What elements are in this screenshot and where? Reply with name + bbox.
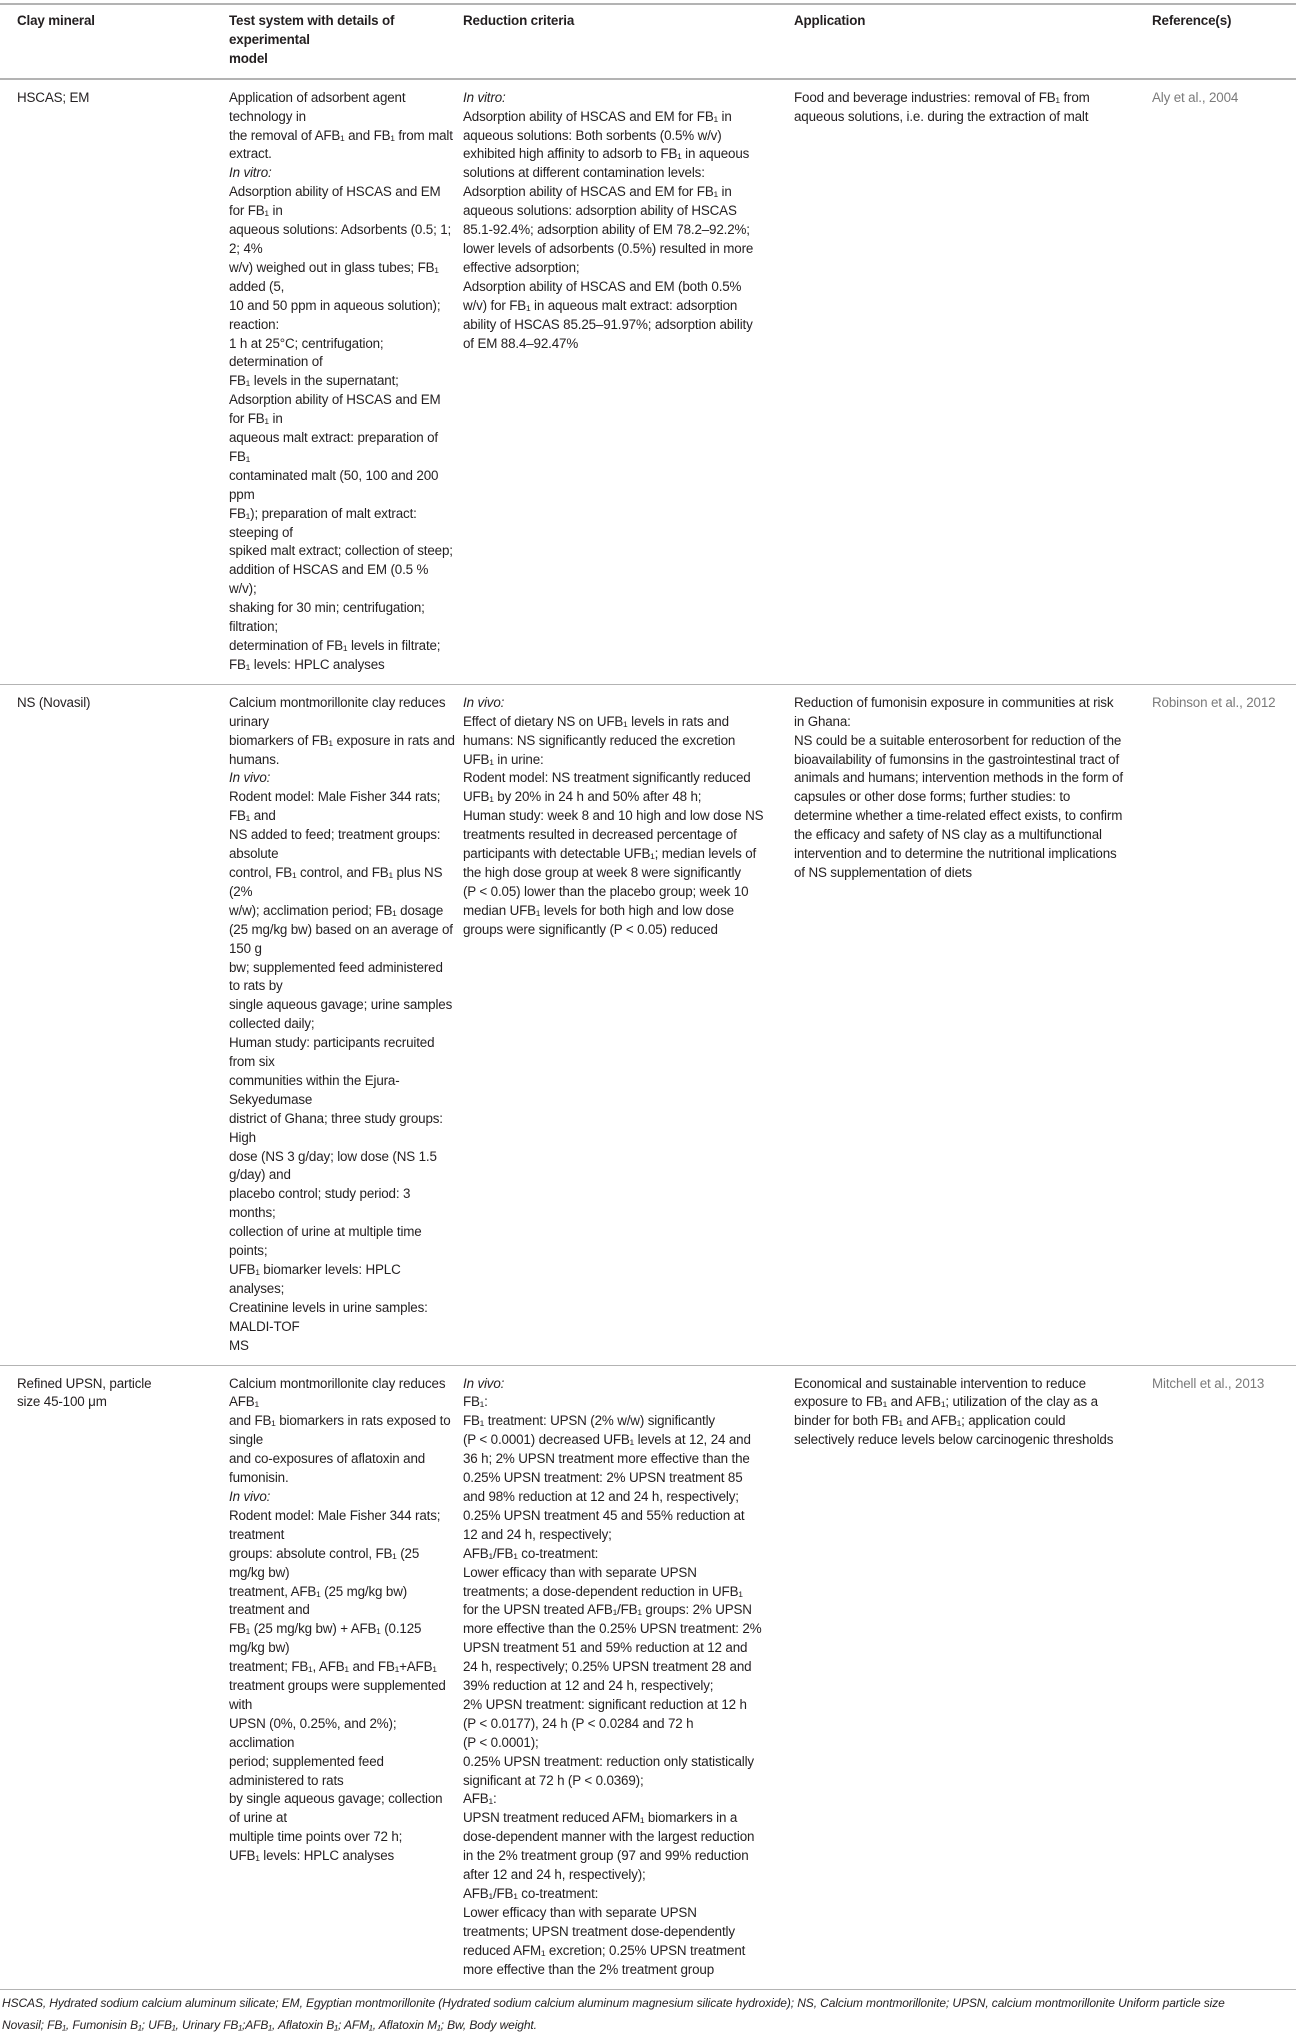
footnote-line: Novasil; FB₁, Fumonisin B₁; UFB₁, Urinary FB₁;AFB₁, Aflatoxin B₁; AFM₁, Aflatoxin M₁; Bw, Body weight.: [2, 2017, 537, 2032]
cell-text-line: Application of adsorbent agent technology in: [229, 89, 406, 124]
cell-text-line: 0.25% UPSN treatment: reduction only statistically: [463, 1753, 754, 1769]
cell-text-line: FB₁ (25 mg/kg bw) + AFB₁ (0.125 mg/kg bw): [229, 1621, 422, 1656]
cell-text-line: Adsorption ability of HSCAS and EM for FB₁ in: [229, 184, 441, 219]
cell-clay-mineral: [0, 1365, 229, 1989]
cell-text-line: effective adsorption;: [463, 259, 580, 275]
cell-text-line: 85.1-92.4%; adsorption ability of EM 78.2–92.2%;: [463, 222, 750, 238]
cell-text-line: NS could be a suitable enterosorbent for reduction of the: [794, 732, 1122, 748]
cell-text-line: 2% UPSN treatment: significant reduction at 12 h: [463, 1696, 747, 1712]
cell-text-line: district of Ghana; three study groups: High: [229, 1110, 443, 1145]
cell-text-line: UPSN (0%, 0.25%, and 2%); acclimation: [229, 1715, 397, 1750]
cell-text-line: collection of urine at multiple time points;: [229, 1224, 422, 1259]
cell-text-line: median UFB₁ levels for both high and low dose: [463, 902, 734, 918]
cell-text-line: MS: [229, 1337, 249, 1353]
cell-text-line: period; supplemented feed administered to rats: [229, 1753, 384, 1788]
cell-text-line: single aqueous gavage; urine samples: [229, 997, 453, 1013]
cell-clay-mineral: [0, 684, 229, 1365]
cell-text-line: control, FB₁ control, and FB₁ plus NS (2%: [229, 864, 443, 899]
cell-text-line: (25 mg/kg bw) based on an average of 150 g: [229, 921, 453, 956]
cell-text-line: addition of HSCAS and EM (0.5 % w/v);: [229, 562, 429, 597]
cell-text-line: ability of HSCAS 85.25–91.97%; adsorption ability: [463, 316, 753, 332]
cell-text-line: groups: absolute control, FB₁ (25 mg/kg bw): [229, 1545, 420, 1580]
cell-text-line: multiple time points over 72 h;: [229, 1829, 403, 1845]
cell-reduction-criteria: [463, 79, 794, 685]
cell-text-line: after 12 and 24 h, respectively);: [463, 1867, 646, 1883]
cell-text-line: significant at 72 h (P < 0.0369);: [463, 1772, 644, 1788]
cell-text-line: communities within the Ejura-Sekyedumase: [229, 1072, 400, 1107]
cell-text-line: Effect of dietary NS on UFB₁ levels in rats and: [463, 713, 729, 729]
cell-text-line: Lower efficacy than with separate UPSN: [463, 1564, 697, 1580]
cell-text-line: aqueous solutions: Adsorbents (0.5; 1; 2; 4%: [229, 222, 452, 256]
column-header-text: Test system with details of experimental: [229, 13, 395, 47]
cell-text-line: In vitro:: [463, 89, 506, 105]
cell-text-line: w/v) for FB₁ in aqueous malt extract: adsorption: [463, 297, 738, 313]
cell-text-line: Human study: week 8 and 10 high and low dose NS: [463, 808, 764, 824]
cell-text-line: Adsorption ability of HSCAS and EM for FB₁ in: [463, 184, 732, 200]
cell-text-line: and FB₁ biomarkers in rats exposed to single: [229, 1413, 451, 1448]
cell-text-line: animals and humans; intervention methods in the form of: [794, 770, 1123, 786]
cell-text-line: aqueous solutions: adsorption ability of HSCAS: [463, 203, 737, 219]
clay-mineral-table: [0, 3, 1296, 1990]
cell-text-line: aqueous solutions: Both sorbents (0.5% w/v): [463, 127, 722, 143]
cell-text-line: participants with detectable UFB₁; median levels of: [463, 846, 757, 862]
cell-text-line: for the UPSN treated AFB₁/FB₁ groups: 2% UPSN: [463, 1602, 752, 1618]
cell-text-line: treatment; FB₁, AFB₁ and FB₁+AFB₁: [229, 1659, 437, 1675]
cell-text-line: 24 h, respectively; 0.25% UPSN treatment 28 and: [463, 1659, 752, 1675]
cell-text-line: Calcium montmorillonite clay reduces AFB₁: [229, 1375, 446, 1410]
cell-text-line: Food and beverage industries: removal of FB₁ from: [794, 89, 1090, 105]
cell-text-line: the high dose group at week 8 were significantly: [463, 864, 741, 880]
cell-text-line: dose-dependent manner with the largest reduction: [463, 1829, 755, 1845]
cell-text-line: determine whether a time-related effect exists, to confirm: [794, 808, 1123, 824]
table-row: [0, 1365, 1296, 1989]
reference-citation[interactable]: Robinson et al., 2012: [1152, 694, 1276, 710]
reference-citation[interactable]: Aly et al., 2004: [1152, 89, 1239, 105]
cell-text-line: NS (Novasil): [17, 694, 91, 710]
cell-text-line: UFB₁ biomarker levels: HPLC analyses;: [229, 1262, 401, 1296]
cell-text-line: UFB₁ in urine:: [463, 751, 544, 767]
cell-text-line: FB₁); preparation of malt extract: steeping of: [229, 505, 417, 540]
column-header-reduction-criteria: [463, 4, 794, 79]
cell-text-line: by single aqueous gavage; collection of urine at: [229, 1791, 443, 1826]
cell-text-line: and 98% reduction at 12 and 24 h, respectively;: [463, 1488, 739, 1504]
cell-text-line: treatment groups were supplemented with: [229, 1678, 446, 1712]
cell-text-line: In vivo:: [463, 694, 505, 710]
cell-reduction-criteria: [463, 684, 794, 1365]
column-header-reference: [1152, 4, 1296, 79]
cell-text-line: more effective than the 0.25% UPSN treatment: 2%: [463, 1621, 762, 1637]
cell-text-line: Rodent model: NS treatment significantly reduced: [463, 770, 751, 786]
cell-text-line: In vivo:: [463, 1375, 505, 1391]
column-header-clay-mineral: [0, 4, 229, 79]
cell-text-line: NS added to feed; treatment groups: absolute: [229, 827, 441, 862]
cell-reduction-criteria: [463, 1365, 794, 1989]
cell-text-line: aqueous malt extract: preparation of FB₁: [229, 430, 438, 464]
reference-citation[interactable]: Mitchell et al., 2013: [1152, 1375, 1265, 1391]
table-row: [0, 79, 1296, 685]
cell-text-line: intervention and to determine the nutritional implications: [794, 846, 1117, 862]
cell-text-line: solutions at different contamination levels:: [463, 165, 705, 181]
cell-text-line: biomarkers of FB₁ exposure in rats and: [229, 732, 455, 748]
cell-text-line: AFB₁/FB₁ co-treatment:: [463, 1545, 599, 1561]
cell-text-line: groups were significantly (P < 0.05) reduced: [463, 921, 718, 937]
cell-text-line: capsules or other dose forms; further studies: to: [794, 789, 1071, 805]
cell-text-line: (P < 0.0001);: [463, 1734, 539, 1750]
cell-reference: [1152, 79, 1296, 685]
cell-text-line: AFB₁/FB₁ co-treatment:: [463, 1886, 599, 1901]
cell-text-line: UFB₁ levels: HPLC analyses: [229, 1848, 395, 1864]
cell-text-line: aqueous solutions, i.e. during the extraction of malt: [794, 108, 1089, 124]
cell-text-line: lower levels of adsorbents (0.5%) resulted in more: [463, 240, 754, 256]
column-header-text: Reference(s): [1152, 13, 1232, 28]
cell-test-system: [229, 684, 463, 1365]
table-header-row: [0, 4, 1296, 79]
cell-text-line: Calcium montmorillonite clay reduces urinary: [229, 694, 446, 729]
cell-text-line: placebo control; study period: 3 months;: [229, 1186, 411, 1221]
cell-text-line: FB₁ treatment: UPSN (2% w/w) significantly: [463, 1413, 715, 1429]
cell-text-line: FB₁ levels: HPLC analyses: [229, 656, 385, 672]
cell-reference: [1152, 684, 1296, 1365]
cell-text-line: 10 and 50 ppm in aqueous solution); reaction:: [229, 297, 441, 332]
cell-test-system: [229, 79, 463, 685]
cell-text-line: w/v) weighed out in glass tubes; FB₁ added (5,: [229, 259, 439, 294]
cell-text-line: shaking for 30 min; centrifugation; filtration;: [229, 600, 425, 635]
cell-text-line: exposure to FB₁ and AFB₁; utilization of the clay as a: [794, 1394, 1098, 1410]
cell-text-line: Adsorption ability of HSCAS and EM for FB₁ in: [463, 108, 732, 124]
column-header-text: model: [229, 50, 268, 66]
cell-text-line: bw; supplemented feed administered to rats by: [229, 959, 443, 994]
cell-text-line: UPSN treatment 51 and 59% reduction at 12 and: [463, 1640, 748, 1656]
cell-text-line: UPSN treatment reduced AFM₁ biomarkers in a: [463, 1810, 738, 1826]
cell-text-line: 12 and 24 h, respectively;: [463, 1526, 612, 1542]
cell-text-line: of EM 88.4–92.47%: [463, 335, 579, 351]
cell-text-line: selectively reduce levels below carcinogenic thresholds: [794, 1432, 1114, 1448]
cell-text-line: of NS supplementation of diets: [794, 864, 972, 880]
cell-text-line: treatments resulted in decreased percentage of: [463, 827, 737, 843]
cell-text-line: In vivo:: [229, 770, 271, 786]
cell-text-line: in Ghana:: [794, 713, 851, 729]
cell-text-line: contaminated malt (50, 100 and 200 ppm: [229, 467, 439, 502]
cell-text-line: 0.25% UPSN treatment 45 and 55% reduction at: [463, 1507, 745, 1523]
cell-text-line: Rodent model: Male Fisher 344 rats; FB₁ and: [229, 789, 441, 824]
cell-text-line: UFB₁ by 20% in 24 h and 50% after 48 h;: [463, 789, 702, 805]
cell-text-line: size 45-100 μm: [17, 1394, 107, 1410]
footnote-line: HSCAS, Hydrated sodium calcium aluminum silicate; EM, Egyptian montmorillonite (Hydrated sodium calcium aluminum magnesium silicate hydroxide); NS, Calcium montmorillonite; UPSN, calcium montmorillonite Uniform particle size: [2, 1995, 1225, 2010]
cell-text-line: In vitro:: [229, 165, 272, 181]
cell-text-line: FB₁:: [463, 1394, 488, 1410]
cell-text-line: Reduction of fumonisin exposure in communities at risk: [794, 694, 1114, 710]
cell-text-line: Refined UPSN, particle: [17, 1375, 152, 1391]
cell-text-line: 1 h at 25°C; centrifugation; determination of: [229, 335, 384, 370]
cell-text-line: FB₁ levels in the supernatant;: [229, 373, 399, 389]
cell-reference: [1152, 1365, 1296, 1989]
cell-text-line: more effective than the 2% treatment group: [463, 1961, 714, 1977]
cell-text-line: spiked malt extract; collection of steep;: [229, 543, 453, 559]
cell-text-line: (P < 0.0177), 24 h (P < 0.0284 and 72 h: [463, 1715, 694, 1731]
cell-text-line: Adsorption ability of HSCAS and EM for FB₁ in: [229, 392, 441, 427]
cell-text-line: Rodent model: Male Fisher 344 rats; treatment: [229, 1507, 441, 1542]
cell-application: [794, 684, 1152, 1365]
cell-text-line: 36 h; 2% UPSN treatment more effective than the: [463, 1451, 750, 1467]
cell-text-line: AFB₁:: [463, 1791, 497, 1807]
column-header-application: [794, 4, 1152, 79]
cell-text-line: bioavailability of fumonsins in the gastrointestinal tract of: [794, 751, 1120, 767]
cell-text-line: collected daily;: [229, 1016, 315, 1032]
column-header-text: Application: [794, 13, 866, 28]
cell-clay-mineral: [0, 79, 229, 685]
cell-text-line: humans: NS significantly reduced the excretion: [463, 732, 736, 748]
cell-text-line: exhibited high affinity to adsorb to FB₁ in aqueous: [463, 146, 750, 162]
cell-text-line: treatment, AFB₁ (25 mg/kg bw) treatment and: [229, 1583, 408, 1618]
cell-text-line: treatments; UPSN treatment dose-dependently: [463, 1923, 735, 1939]
cell-text-line: determination of FB₁ levels in filtrate;: [229, 638, 441, 653]
cell-text-line: the removal of AFB₁ and FB₁ from malt extract.: [229, 127, 453, 162]
column-header-text: Reduction criteria: [463, 13, 575, 28]
cell-text-line: and co-exposures of aflatoxin and fumonisin.: [229, 1451, 426, 1486]
table-footnote: [0, 1990, 1296, 2036]
cell-application: [794, 79, 1152, 685]
cell-text-line: Lower efficacy than with separate UPSN: [463, 1904, 697, 1920]
cell-text-line: humans.: [229, 751, 280, 767]
cell-text-line: binder for both FB₁ and AFB₁; application could: [794, 1413, 1066, 1429]
cell-text-line: (P < 0.05) lower than the placebo group; week 10: [463, 883, 749, 899]
cell-text-line: Human study: participants recruited from six: [229, 1035, 435, 1070]
cell-text-line: 0.25% UPSN treatment: 2% UPSN treatment 85: [463, 1470, 743, 1486]
cell-text-line: In vivo:: [229, 1488, 271, 1504]
cell-text-line: (P < 0.0001) decreased UFB₁ levels at 12, 24 and: [463, 1432, 751, 1448]
cell-text-line: Adsorption ability of HSCAS and EM (both 0.5%: [463, 278, 742, 294]
column-header-text: Clay mineral: [17, 13, 95, 28]
cell-text-line: 39% reduction at 12 and 24 h, respectively;: [463, 1678, 714, 1694]
cell-application: [794, 1365, 1152, 1989]
column-header-test-system: [229, 4, 463, 79]
cell-text-line: in the 2% treatment group (97 and 99% reduction: [463, 1848, 749, 1864]
cell-text-line: w/w); acclimation period; FB₁ dosage: [229, 902, 444, 918]
table-row: [0, 684, 1296, 1365]
cell-text-line: reduced AFM₁ excretion; 0.25% UPSN treatment: [463, 1942, 746, 1958]
cell-text-line: Creatinine levels in urine samples: MALDI-TOF: [229, 1299, 428, 1334]
cell-text-line: the efficacy and safety of NS clay as a multifunctional: [794, 827, 1102, 843]
cell-text-line: Economical and sustainable intervention to reduce: [794, 1375, 1086, 1391]
cell-text-line: dose (NS 3 g/day; low dose (NS 1.5 g/day) and: [229, 1148, 437, 1183]
cell-test-system: [229, 1365, 463, 1989]
cell-text-line: HSCAS; EM: [17, 89, 90, 105]
cell-text-line: treatments; a dose-dependent reduction in UFB₁: [463, 1583, 743, 1599]
